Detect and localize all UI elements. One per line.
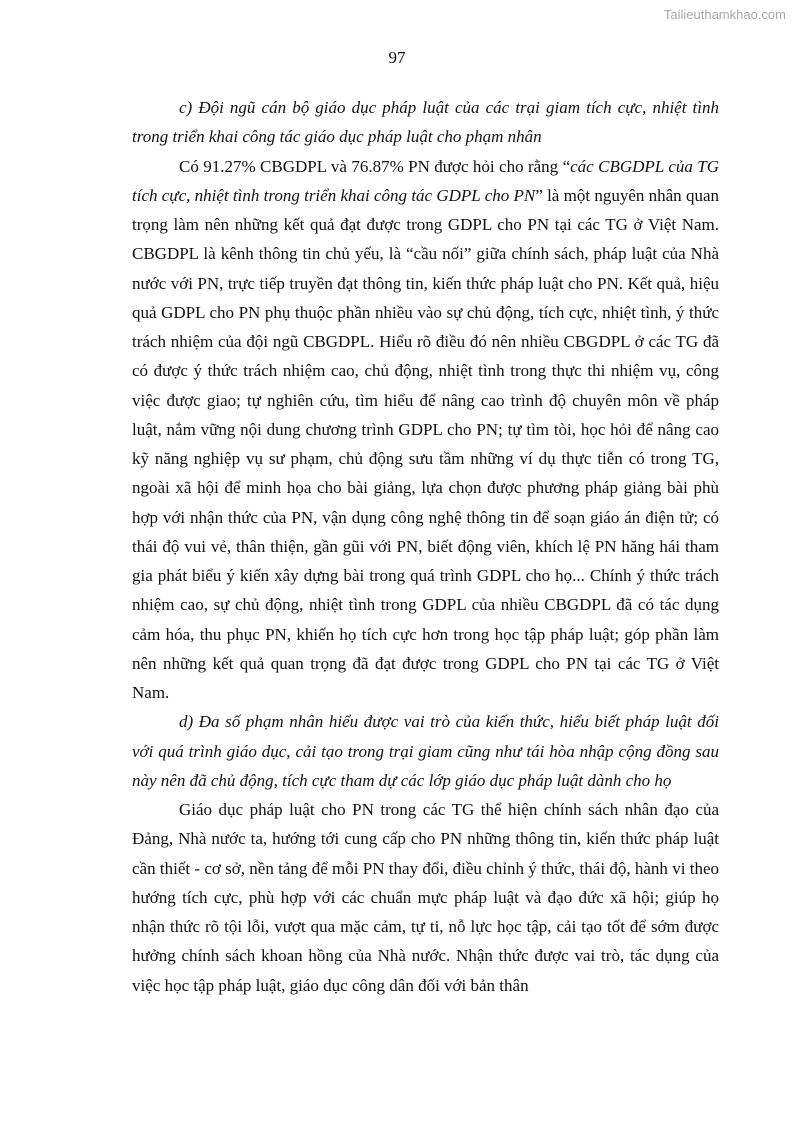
page-number: 97 xyxy=(388,48,406,67)
paragraph-c xyxy=(132,152,719,708)
paragraph-c-intro: Có 91.27% CBGDPL và 76.87% PN được hỏi cho rằng “ xyxy=(179,156,571,176)
section-heading-d: d) Đa số phạm nhân hiểu được vai trò của kiến thức, hiểu biết pháp luật đối với quá trình giáo dục, cải tạo trong trại giam cũng như tái hòa nhập cộng đồng sau này nên đã chủ động, tích cực tham dự các lớp giáo dục pháp luật dành cho họ xyxy=(132,712,719,790)
paragraph-d: Giáo dục pháp luật cho PN trong các TG thể hiện chính sách nhân đạo của Đảng, Nhà nước ta, hướng tới cung cấp cho PN những thông tin, kiến thức pháp luật cần thiết - cơ sở, nền tảng để mỗi PN thay đổi, điều chỉnh ý thức, thái độ, hành vi theo hướng tích cực, phù hợp với các chuẩn mực pháp luật và đạo đức xã hội; giúp họ nhận thức rõ tội lỗi, vượt qua mặc cảm, tự ti, nỗ lực học tập, cải tạo tốt để sớm được hưởng chính sách khoan hồng của Nhà nước. Nhận thức được vai trò, tác dụng của việc học tập pháp luật, giáo dục công dân đối với bản thân xyxy=(132,800,719,995)
section-heading-c: c) Đội ngũ cán bộ giáo dục pháp luật của các trại giam tích cực, nhiệt tình trong triển khai công tác giáo dục pháp luật cho phạm nhân xyxy=(132,98,719,147)
document-body xyxy=(132,93,719,1000)
paragraph-c-rest: ” là một nguyên nhân quan trọng làm nên những kết quả đạt được trong GDPL cho PN tại các TG ở Việt Nam. CBGDPL là kênh thông tin chủ yếu, là “cầu nối” giữa chính sách, pháp luật của Nhà nước với PN, trực tiếp truyền đạt thông tin, kiến thức pháp luật cho PN. Kết quả, hiệu quả GDPL cho PN phụ thuộc phần nhiều vào sự chủ động, tích cực, nhiệt tình, ý thức trách nhiệm của đội ngũ CBGDPL. Hiểu rõ điều đó nên nhiều CBGDPL ở các TG đã có được ý thức trách nhiệm cao, chủ động, nhiệt tình trong thực thi nhiệm vụ, công việc được giao; tự nghiên cứu, tìm hiểu để nâng cao trình độ chuyên môn về pháp luật, nắm vững nội dung chương trình GDPL cho PN; tự tìm tòi, học hỏi để nâng cao kỹ năng nghiệp vụ sư phạm, chủ động sưu tầm những ví dụ thực tiễn có trong TG, ngoài xã hội để minh họa cho bài giảng, lựa chọn được phương pháp giảng bài phù hợp với nhận thức của PN, vận dụng công nghệ thông tin để soạn giáo án điện tử; có thái độ vui vẻ, thân thiện, gần gũi với PN, biết động viên, khích lệ PN hăng hái tham gia phát biểu ý kiến xây dựng bài trong quá trình GDPL cho họ... Chính ý thức trách nhiệm cao, sự chủ động, nhiệt tình trong GDPL của nhiều CBGDPL đã có tác dụng cảm hóa, thu phục PN, khiến họ tích cực hơn trong học tập pháp luật; góp phần làm nên những kết quả quan trọng đã đạt được trong GDPL cho PN tại các TG ở Việt Nam. xyxy=(132,185,719,702)
paragraph-c-quote: các CBGDPL của TG tích cực, nhiệt tình trong triển khai công tác GDPL cho PN xyxy=(132,156,719,205)
watermark: Tailieuthamkhao.com xyxy=(663,7,786,22)
